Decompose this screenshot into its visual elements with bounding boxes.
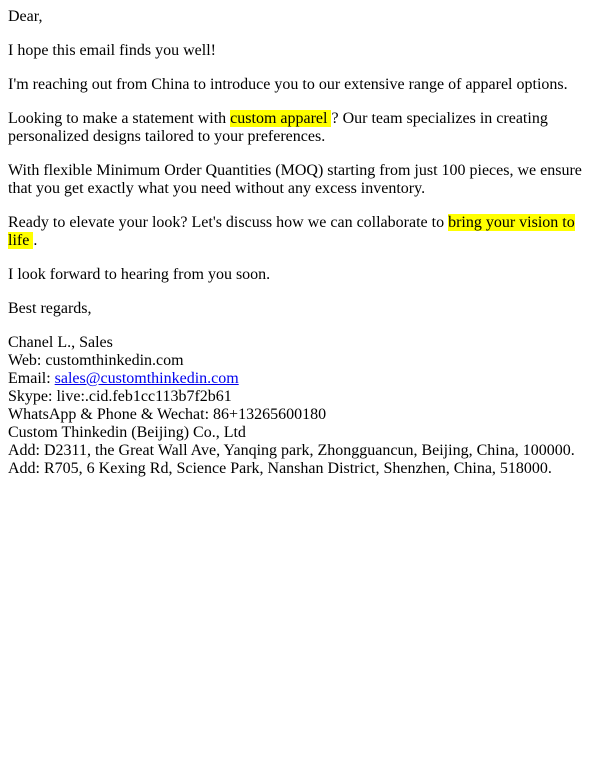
signature-address-shenzhen: Add: R705, 6 Kexing Rd, Science Park, Nanshan District, Shenzhen, China, 518000. [8,460,552,477]
paragraph-look-forward: I look forward to hearing from you soon. [8,266,271,283]
signature-skype: Skype: live:.cid.feb1cc113b7f2b61 [8,388,232,405]
highlighted-text: bring your vision to life [8,214,575,249]
email-link[interactable]: sales@customthinkedin.com [54,370,239,387]
signature-email [8,370,592,388]
signature-company: Custom Thinkedin (Beijing) Co., Ltd [8,424,246,441]
paragraph-intro: I hope this email finds you well! [8,42,216,59]
signature-address-beijing: Add: D2311, the Great Wall Ave, Yanqing park, Zhongguancun, Beijing, China, 100000. [8,442,575,459]
text-segment: Ready to elevate your look? Let's discuss how we can collaborate to [8,214,449,231]
paragraph-introduce: I'm reaching out from China to introduce you to our extensive range of apparel options. [8,76,568,93]
signature-name: Chanel L., Sales [8,334,113,351]
closing: Best regards, [8,300,92,317]
text-segment: ? Our team specializes in creating personalized designs tailored to your preferences. [8,110,548,145]
highlighted-text: custom apparel [230,110,332,127]
paragraph-collaborate [8,214,592,250]
text-segment: Looking to make a statement with [8,110,231,127]
paragraph-moq: With flexible Minimum Order Quantities (MOQ) starting from just 100 pieces, we ensure that you get exactly what you need without any excess inventory. [8,162,582,197]
email-label: Email: [8,370,55,387]
signature-web: Web: customthinkedin.com [8,352,184,369]
text-segment: . [33,232,38,249]
signature-block [8,334,592,478]
signature-whatsapp: WhatsApp & Phone & Wechat: 86+13265600180 [8,406,327,423]
paragraph-custom-apparel [8,110,592,146]
greeting: Dear, [8,8,43,25]
